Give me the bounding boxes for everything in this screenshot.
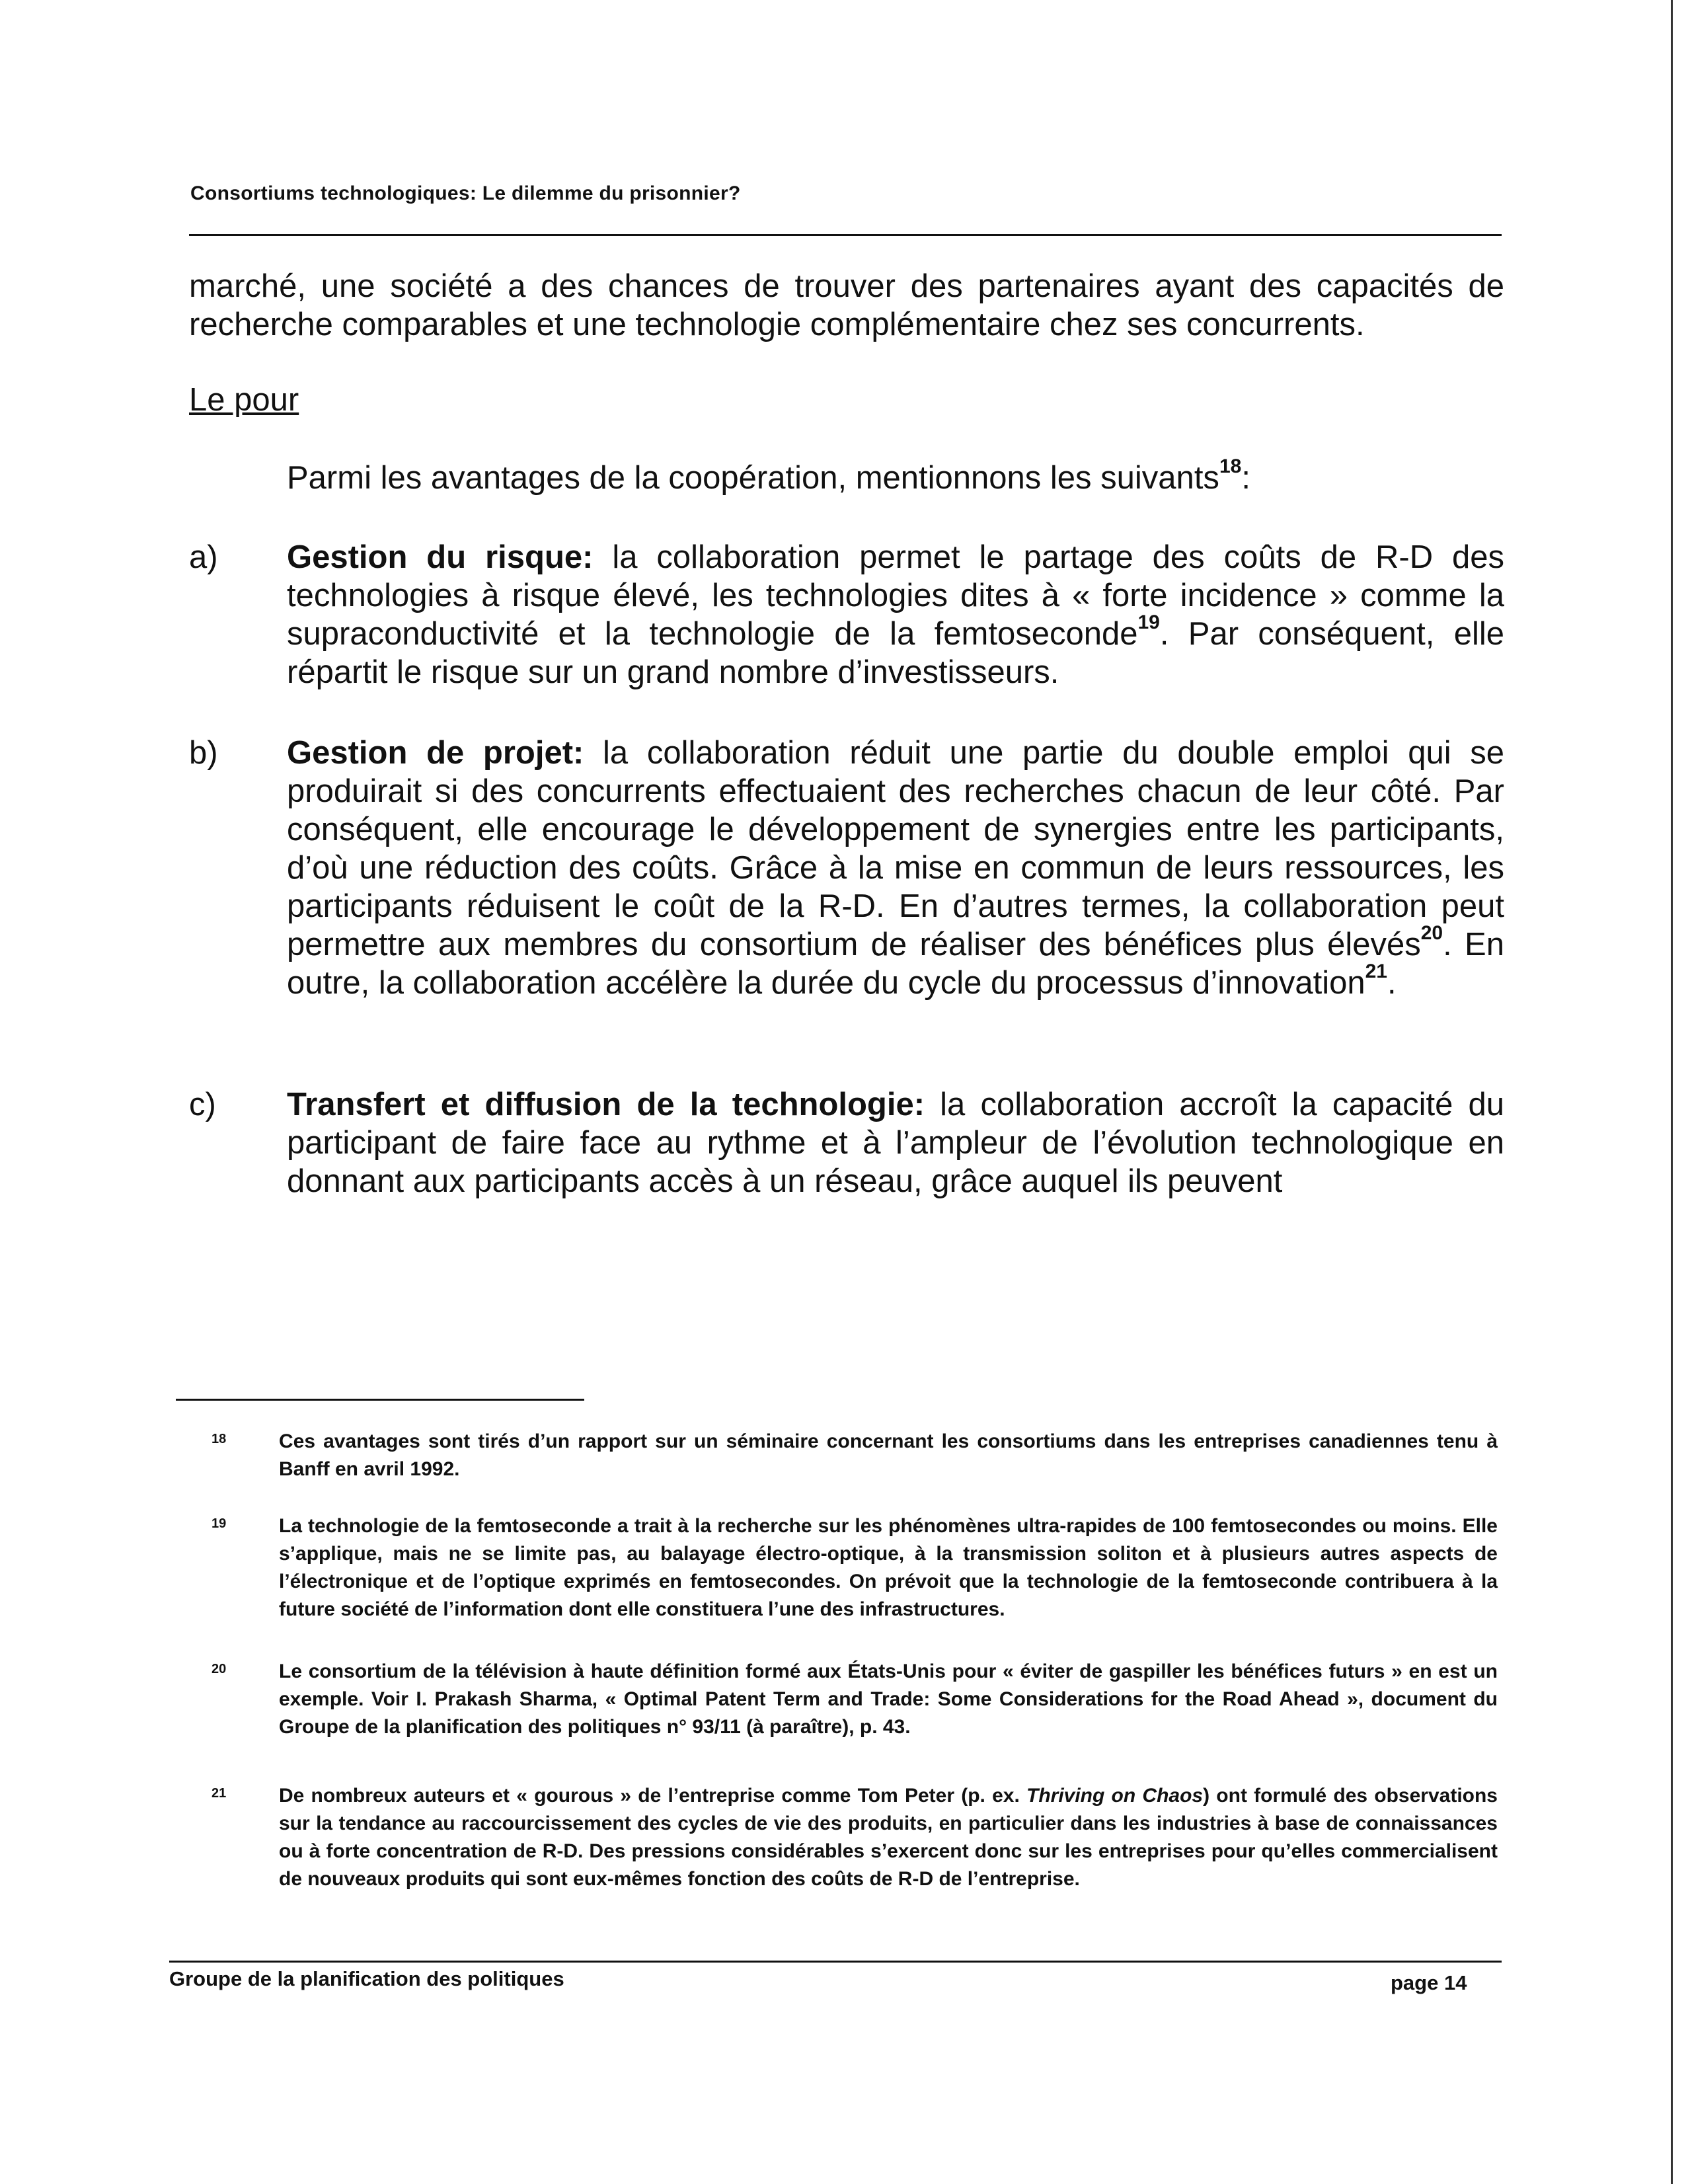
footnote-19 xyxy=(211,1512,1498,1623)
item-title: Gestion du risque: xyxy=(287,539,594,575)
footnote-number: 21 xyxy=(211,1786,227,1801)
item-title: Transfert et diffusion de la technologie: xyxy=(287,1087,925,1122)
item-body-continued: . Par conséquent, elle répartit le risque sur un grand nombre d’investisseurs. xyxy=(287,616,1504,690)
list-marker: c) xyxy=(189,1087,216,1122)
book-title: Thriving on Chaos xyxy=(1026,1785,1204,1807)
list-item-c xyxy=(189,1085,1504,1200)
lead-sentence xyxy=(287,455,1250,497)
footnote-ref-18: 18 xyxy=(1219,455,1242,477)
footnote-number: 18 xyxy=(211,1432,227,1446)
intro-paragraph: marché, une société a des chances de trouver des partenaires ayant des capacités de recherche comparables et une technologie complémentaire chez ses concurrents. xyxy=(189,268,1504,342)
lead-text: Parmi les avantages de la coopération, mentionnons les suivants xyxy=(287,460,1219,496)
footnote-separator xyxy=(176,1399,584,1401)
list-item-text xyxy=(287,538,1504,691)
footnote-20 xyxy=(211,1658,1498,1741)
footer-organization: Groupe de la planification des politiques xyxy=(169,1967,564,1990)
item-body: la collaboration accroît la capacité du participant de faire face au rythme et à l’ampleur de l’évolution technologique en donnant aux participants accès à un réseau, grâce auquel ils peuvent xyxy=(287,1087,1504,1199)
footnote-text-end: ) ont formulé des observations sur la tendance au raccourcissement des cycles de vie des produits, en particulier dans les industries à base de connaissances ou à forte concentration de R-D. Des pressions considérables s’exercent donc sur les entreprises pour qu’elles commercialisent de nouveaux produits qui sont eux-mêmes fonction des coûts de R-D de l’entreprise. xyxy=(279,1785,1498,1890)
footnote-18 xyxy=(211,1428,1498,1483)
section-heading: Le pour xyxy=(189,382,299,418)
item-body: la collaboration réduit une partie du double emploi qui se produirait si des concurrents effectuaient des recherches chacun de leur côté. Par conséquent, elle encourage le développement de synergies entre les participants, d’où une réduction des coûts. Grâce à la mise en commun de leurs ressources, les participants réduisent le coût de la R-D. En d’autres termes, la collaboration peut permettre aux membres du consortium de réaliser des bénéfices plus élevés xyxy=(287,735,1504,962)
footnote-ref-21: 21 xyxy=(1365,960,1387,982)
item-body-continued: . En outre, la collaboration accélère la durée du cycle du processus d’innovation xyxy=(287,927,1504,1001)
footnote-number: 19 xyxy=(211,1516,227,1531)
item-title: Gestion de projet: xyxy=(287,735,584,771)
item-body: la collaboration permet le partage des coûts de R-D des technologies à risque élevé, les technologies dites à « forte incidence » comme la supraconductivité et la technologie de la femtoseconde xyxy=(287,539,1505,652)
footer-rule xyxy=(169,1961,1502,1963)
lead-tail: : xyxy=(1241,460,1250,496)
list-item-b xyxy=(189,734,1504,1002)
list-marker: b) xyxy=(189,735,218,771)
footnote-number: 20 xyxy=(211,1662,227,1676)
list-item-text xyxy=(287,734,1504,1002)
footnote-text: La technologie de la femtoseconde a trait à la recherche sur les phénomènes ultra-rapides de 100 femtosecondes ou moins. Elle s’applique, mais ne se limite pas, au balayage électro-optique, à la transmission soliton et à plusieurs autres aspects de l’électronique et de l’optique exprimés en femtosecondes. On prévoit que la technologie de la femtoseconde contribuera à la future société de l’information dont elle constituera l’une des infrastructures. xyxy=(279,1515,1498,1620)
running-header: Consortiums technologiques: Le dilemme du prisonnier? xyxy=(190,182,741,204)
header-rule xyxy=(189,234,1502,236)
list-marker: a) xyxy=(189,539,218,575)
footnote-text: Ces avantages sont tirés d’un rapport sur un séminaire concernant les consortiums dans les entreprises canadiennes tenu à Banff en avril 1992. xyxy=(279,1430,1498,1480)
footnote-text: Le consortium de la télévision à haute définition formé aux États-Unis pour « éviter de gaspiller les bénéfices futurs » en est un exemple. Voir I. Prakash Sharma, « Optimal Patent Term and Trade: Some Considerations for the Road Ahead », document du Groupe de la planification des politiques n° 93/11 (à paraître), p. 43. xyxy=(279,1660,1498,1738)
footnote-ref-20: 20 xyxy=(1420,922,1443,944)
scan-edge xyxy=(1671,0,1673,2184)
footnote-ref-19: 19 xyxy=(1137,611,1160,633)
footnote-text xyxy=(279,1782,1498,1893)
footnote-text-start: De nombreux auteurs et « gourous » de l’entreprise comme Tom Peter (p. ex. xyxy=(279,1785,1026,1807)
page-number: page 14 xyxy=(1391,1971,1467,1994)
list-item-a xyxy=(189,538,1504,691)
item-body-end: . xyxy=(1387,965,1397,1001)
footnote-21 xyxy=(211,1782,1498,1893)
list-item-text xyxy=(287,1085,1504,1200)
